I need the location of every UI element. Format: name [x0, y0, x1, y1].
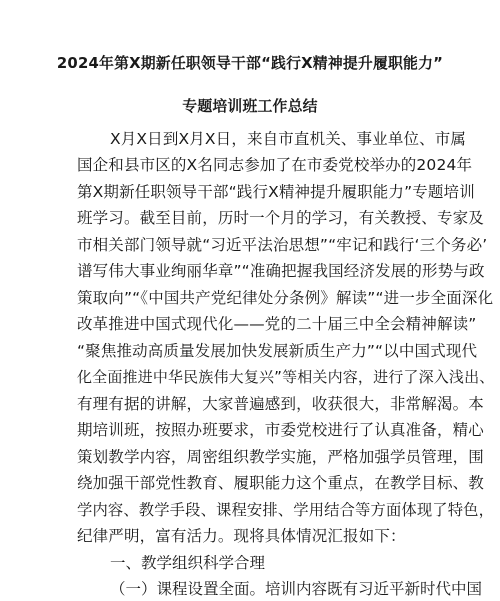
- paragraph-line-9: “聚焦推动高质量发展加快发展新质生产力”“以中国式现代: [77, 341, 478, 360]
- document-title-line-1: 2024年第X期新任职领导干部“践行X精神提升履职能力”: [56, 54, 444, 72]
- paragraph-line-16: 纪律严明，富有活力。现将具体情况汇报如下：: [77, 527, 406, 546]
- paragraph-line-13: 策划教学内容，周密组织教学实施，严格加强学员管理，围: [77, 447, 484, 466]
- paragraph-line-12: 期培训班，按照办班要求，市委党校进行了认真准备，精心: [77, 421, 484, 440]
- paragraph-line-14: 绕加强干部党性教育、履职能力这个重点，在教学目标、教: [77, 474, 484, 493]
- paragraph-line-7: 策取向”“《中国共产党纪律处分条例》解读”“进一步全面深化: [77, 288, 494, 307]
- paragraph-line-1: X月X日到X月X日，来自市直机关、事业单位、市属: [110, 130, 467, 148]
- paragraph-line-11: 有理有据的讲解，大家普遍感到，收获很大，非常解渴。本: [77, 394, 484, 413]
- paragraph-line-6: 谱写伟大事业绚丽华章”“准确把握我国经济发展的形势与政: [77, 262, 485, 281]
- paragraph-line-2: 国企和县市区的X名同志参加了在市委党校举办的2024年: [77, 156, 473, 175]
- section-heading: 一、教学组织科学合理: [110, 553, 266, 572]
- paragraph-line-10: 化全面推进中华民族伟大复兴”等相关内容，进行了深入浅出、: [77, 368, 495, 387]
- paragraph-line-4: 班学习。截至目前，历时一个月的学习，有关教授、专家及: [77, 209, 484, 228]
- subsection-line: （一）课程设置全面。培训内容既有习近平新时代中国: [110, 580, 483, 598]
- paragraph-line-15: 学内容、教学手段、课程安排、学用结合等方面体现了特色，: [77, 500, 495, 519]
- paragraph-line-8: 改革推进中国式现代化——党的二十届三中全会精神解读”: [77, 315, 477, 334]
- paragraph-line-3: 第X期新任职领导干部“践行X精神提升履职能力”专题培训: [77, 182, 475, 201]
- paragraph-line-5: 市相关部门领导就“习近平法治思想”“牢记和践行‘三个务必’: [77, 235, 488, 254]
- document-title-line-2: 专题培训班工作总结: [182, 97, 318, 115]
